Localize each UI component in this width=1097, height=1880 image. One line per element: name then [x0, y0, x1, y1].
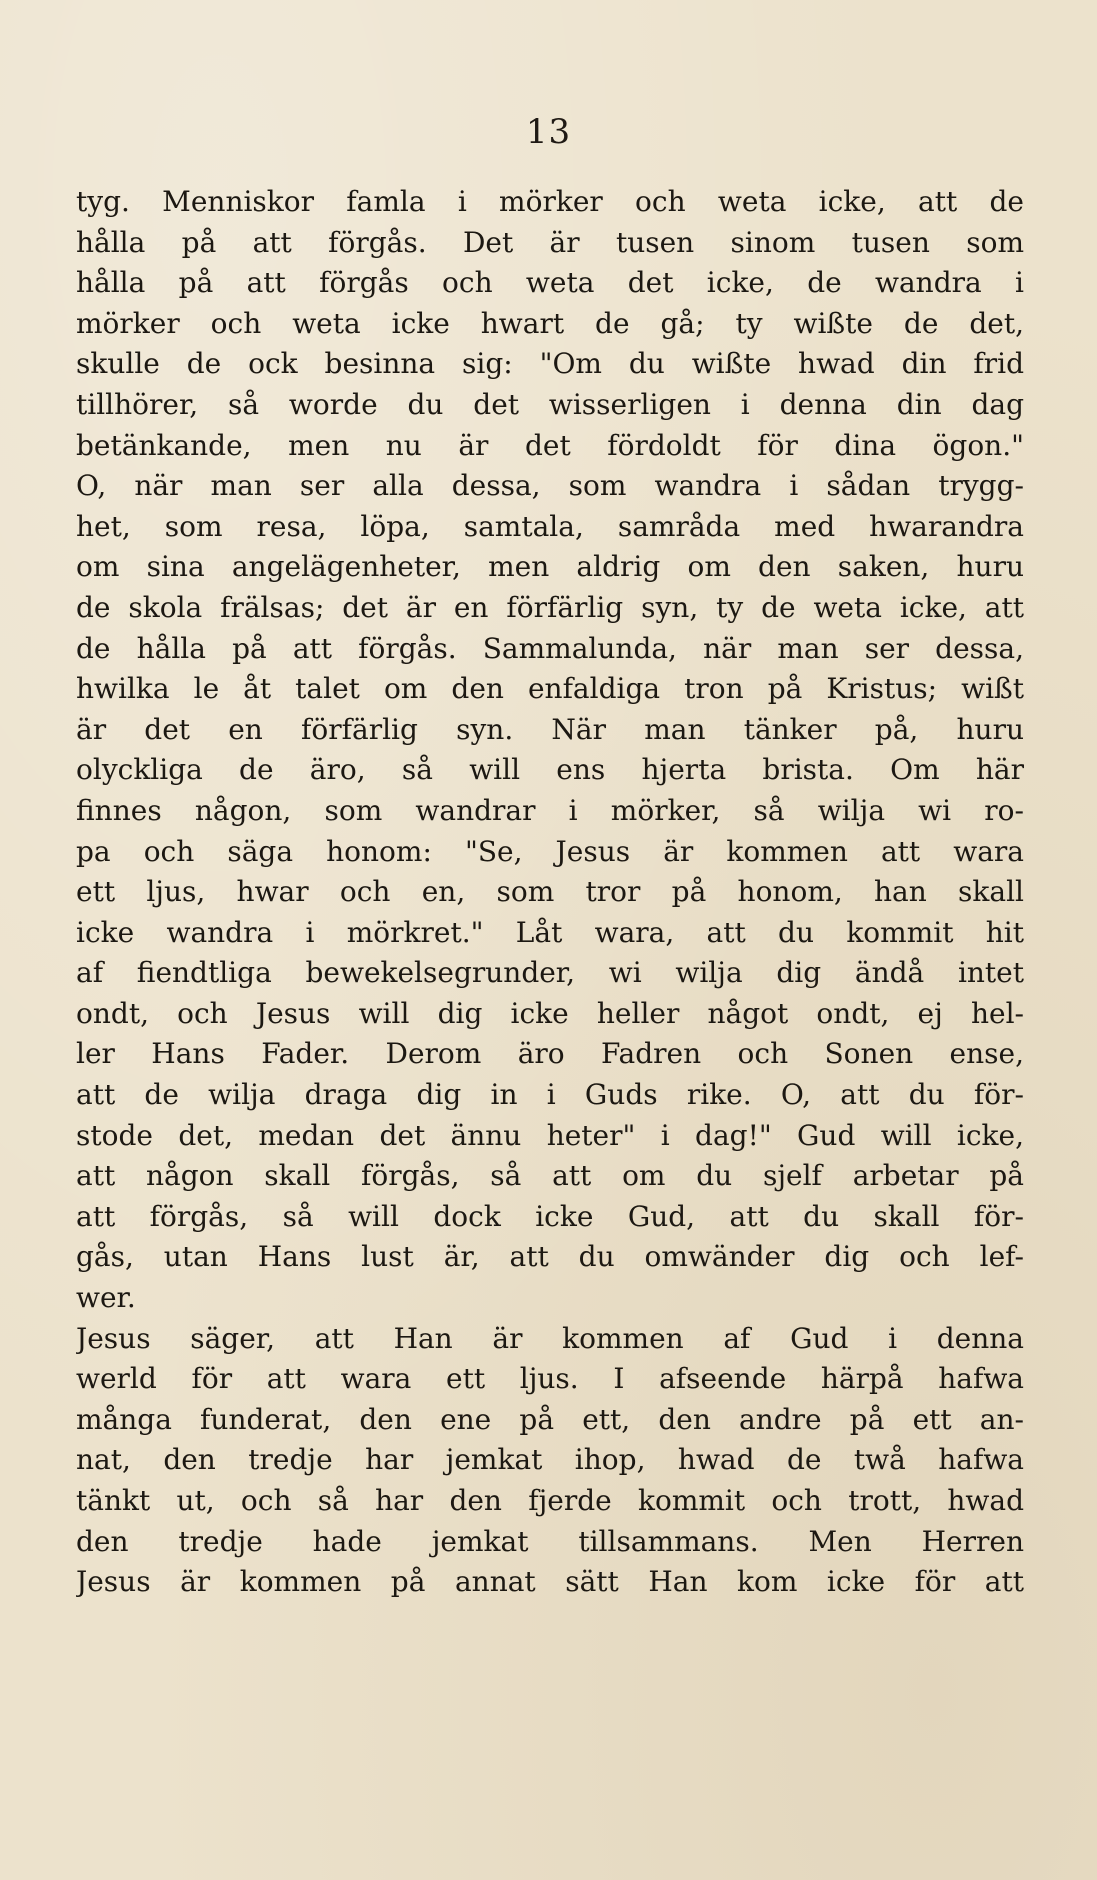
text-line: werld för att wara ett ljus. I afseende härpå hafwa — [76, 1362, 1024, 1396]
text-line: het, som resa, löpa, samtala, samråda med hwarandra — [76, 509, 1024, 543]
text-line: ett ljus, hwar och en, som tror på honom, han skall — [76, 875, 1024, 909]
text-line: många funderat, den ene på ett, den andre på ett an- — [76, 1402, 1024, 1436]
text-line: mörker och weta icke hwart de gå; ty wißte de det, — [76, 306, 1024, 340]
text-line: O, när man ser alla dessa, som wandra i sådan trygg- — [76, 469, 1024, 503]
text-line: att de wilja draga dig in i Guds rike. O, att du för- — [76, 1078, 1024, 1112]
text-line: de hålla på att förgås. Sammalunda, när man ser dessa, — [76, 631, 1024, 665]
text-line: af fiendtliga bewekelsegrunder, wi wilja dig ändå intet — [76, 956, 1024, 990]
text-line: tillhörer, så worde du det wisserligen i denna din dag — [76, 387, 1024, 421]
text-line: skulle de ock besinna sig: "Om du wißte hwad din frid — [76, 347, 1024, 381]
text-line: tänkt ut, och så har den fjerde kommit och trott, hwad — [76, 1484, 1024, 1517]
text-line: gås, utan Hans lust är, att du omwänder dig och lef- — [76, 1240, 1024, 1274]
body-text — [76, 182, 1024, 1603]
text-line: om sina angelägenheter, men aldrig om den saken, huru — [76, 550, 1024, 584]
text-line: finnes någon, som wandrar i mörker, så wilja wi ro- — [76, 793, 1024, 827]
text-line: är det en förfärlig syn. När man tänker på, huru — [76, 712, 1024, 746]
text-line: betänkande, men nu är det fördoldt för dina ögon." — [76, 428, 1024, 462]
page-number: 13 — [525, 112, 572, 152]
text-line: hwilka le åt talet om den enfaldiga tron på Kristus; wißt — [76, 672, 1024, 706]
text-line: olyckliga de äro, så will ens hjerta brista. Om här — [76, 753, 1024, 787]
text-line: wer. — [76, 1281, 136, 1315]
text-line: ondt, och Jesus will dig icke heller något ondt, ej hel- — [76, 996, 1024, 1030]
text-line: att förgås, så will dock icke Gud, att du skall för- — [76, 1199, 1024, 1233]
text-line: icke wandra i mörkret." Låt wara, att du kommit hit — [76, 915, 1024, 949]
text-line: den tredje hade jemkat tillsammans. Men Herren — [76, 1524, 1024, 1558]
text-line: hålla på att förgås och weta det icke, de wandra i — [76, 266, 1024, 300]
text-line: stode det, medan det ännu heter" i dag!" Gud will icke, — [76, 1118, 1024, 1152]
text-line: Jesus säger, att Han är kommen af Gud i denna — [76, 1321, 1024, 1355]
text-line: pa och säga honom: "Se, Jesus är kommen att wara — [76, 834, 1024, 868]
text-line: tyg. Menniskor famla i mörker och weta icke, att de — [76, 185, 1024, 218]
text-line: hålla på att förgås. Det är tusen sinom tusen som — [76, 225, 1024, 259]
text-line: att någon skall förgås, så att om du sjelf arbetar på — [76, 1159, 1024, 1193]
text-line: nat, den tredje har jemkat ihop, hwad de twå hafwa — [76, 1443, 1024, 1477]
text-line: ler Hans Fader. Derom äro Fadren och Sonen ense, — [76, 1037, 1024, 1071]
text-line: Jesus är kommen på annat sätt Han kom icke för att — [76, 1565, 1024, 1599]
text-line: de skola frälsas; det är en förfärlig syn, ty de weta icke, att — [76, 590, 1024, 624]
